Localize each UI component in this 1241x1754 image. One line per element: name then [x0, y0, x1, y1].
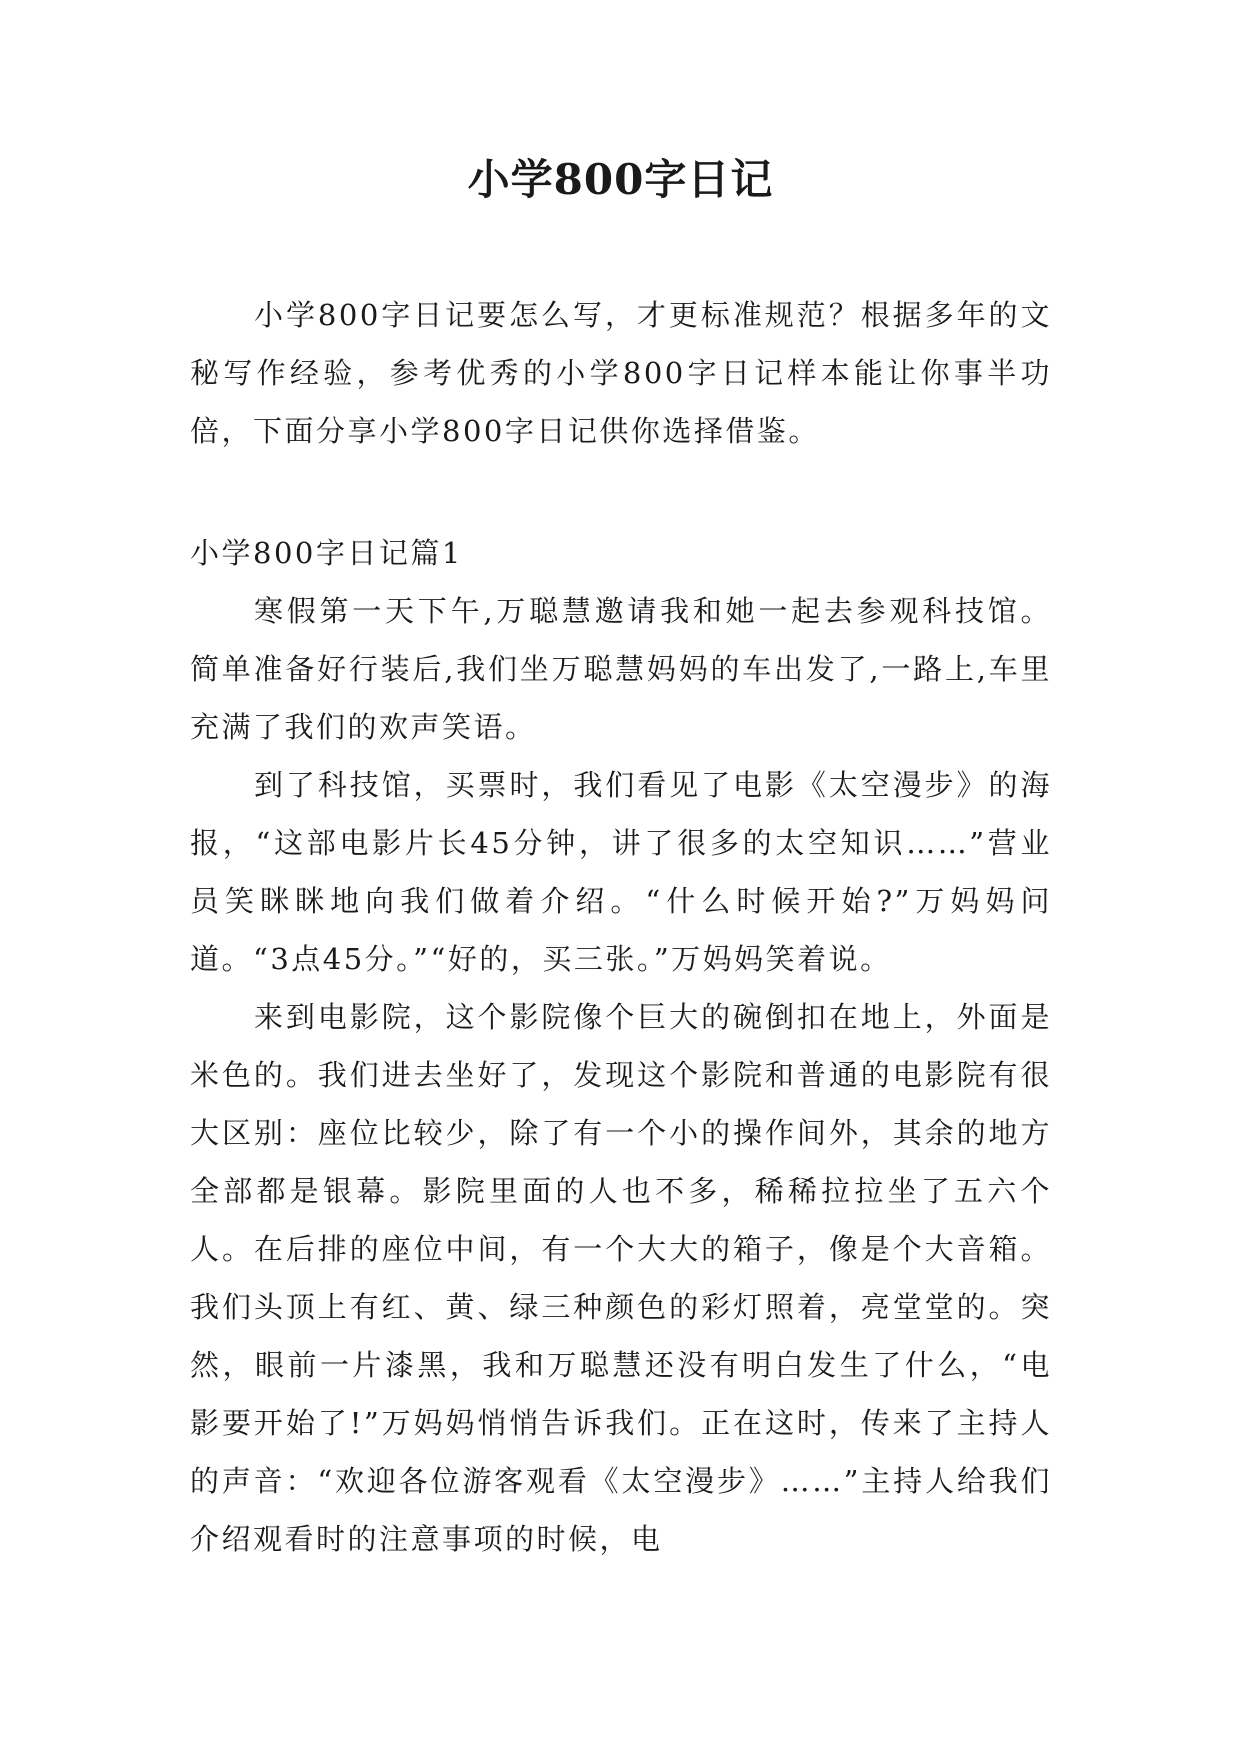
- section-heading: 小学800字日记篇1: [190, 536, 463, 570]
- article-paragraph-3: 来到电影院，这个影院像个巨大的碗倒扣在地上，外面是米色的。我们进去坐好了，发现这个影院和普通的电影院有很大区别：座位比较少，除了有一个小的操作间外，其余的地方全部都是银幕。影院里面的人也不多，稀稀拉拉坐了五六个人。在后排的座位中间，有一个大大的箱子，像是个大音箱。我们头顶上有红、黄、绿三种颜色的彩灯照着，亮堂堂的。突然，眼前一片漆黑，我和万聪慧还没有明白发生了什么，“电影要开始了!”万妈妈悄悄告诉我们。正在这时，传来了主持人的声音：“欢迎各位游客观看《太空漫步》……”主持人给我们介绍观看时的注意事项的时候，电: [190, 1000, 1052, 1556]
- document-title: 小学800字日记: [467, 155, 774, 204]
- intro-block: [190, 286, 1052, 460]
- article-paragraph-1: 寒假第一天下午,万聪慧邀请我和她一起去参观科技馆。简单准备好行装后,我们坐万聪慧妈妈的车出发了,一路上,车里充满了我们的欢声笑语。: [190, 594, 1052, 744]
- article-block: [190, 524, 1052, 1568]
- intro-paragraph: 小学800字日记要怎么写，才更标准规范？根据多年的文秘写作经验，参考优秀的小学800字日记样本能让你事半功倍，下面分享小学800字日记供你选择借鉴。: [190, 298, 1052, 448]
- article-paragraph-2: 到了科技馆，买票时，我们看见了电影《太空漫步》的海报，“这部电影片长45分钟，讲了很多的太空知识……”营业员笑眯眯地向我们做着介绍。“什么时候开始?”万妈妈问道。“3点45分。”“好的，买三张。”万妈妈笑着说。: [190, 768, 1052, 976]
